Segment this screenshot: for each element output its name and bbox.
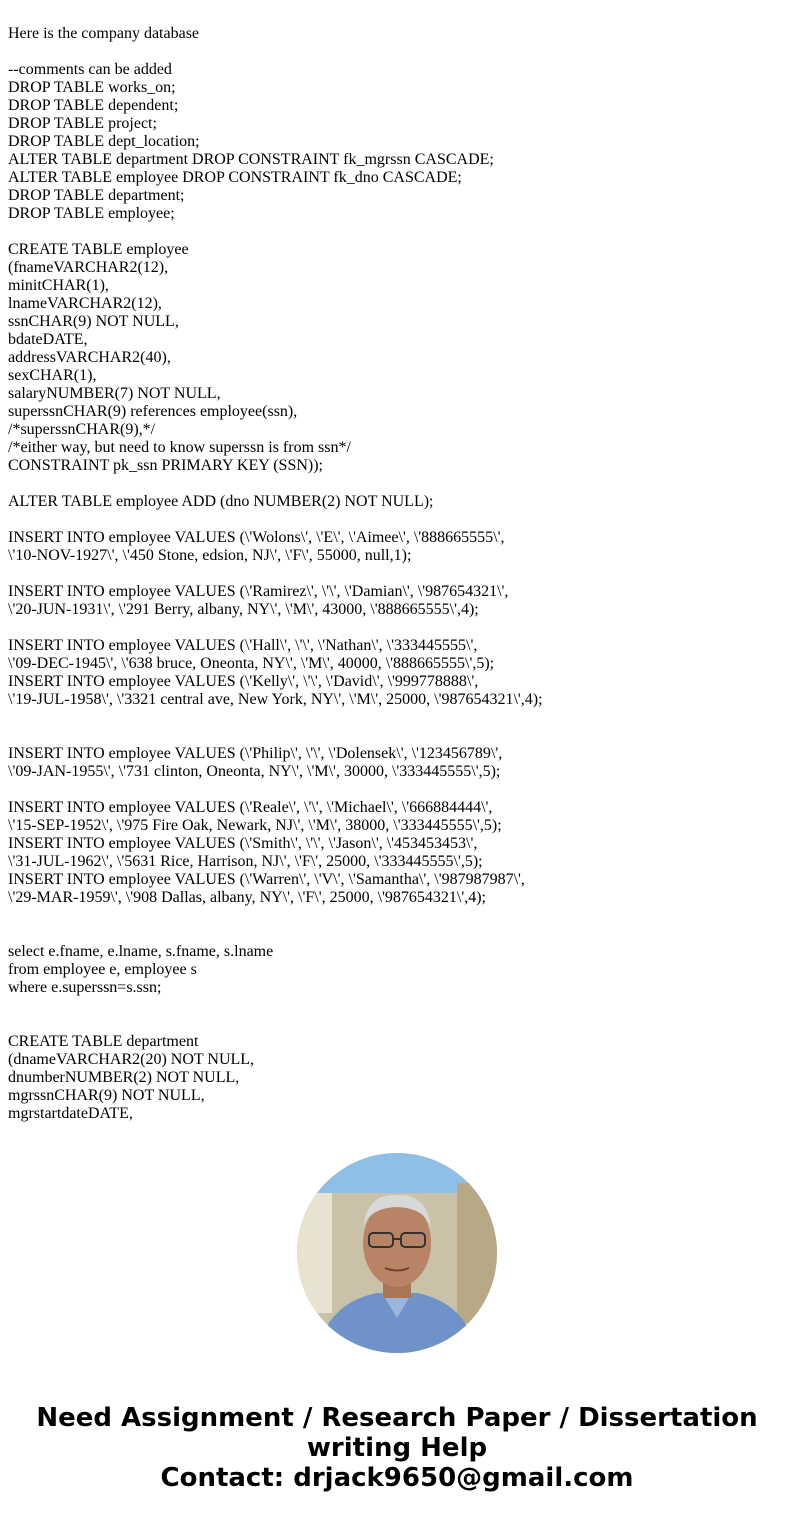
footer-line-1: Need Assignment / Research Paper / Dissertation [36,1403,758,1433]
text-line [8,475,788,493]
text-line: ALTER TABLE employee ADD (dno NUMBER(2) NOT NULL); [8,493,434,510]
text-line: --comments can be added [8,61,172,78]
text-line: CONSTRAINT pk_ssn PRIMARY KEY (SSN)); [8,457,323,474]
text-line: INSERT INTO employee VALUES (\'Kelly\', \'\', \'David\', \'999778888\', [8,673,479,690]
text-line: ssnCHAR(9) NOT NULL, [8,313,179,330]
text-line: \'19-JUL-1958\', \'3321 central ave, New York, NY\', \'M\', 25000, \'987654321\',4); [8,691,543,708]
text-line [8,223,788,241]
text-line: DROP TABLE project; [8,115,157,132]
person-photo-icon [297,1153,497,1353]
text-line: \'09-DEC-1945\', \'638 bruce, Oneonta, NY\', \'M\', 40000, \'888665555\',5); [8,655,495,672]
text-line: INSERT INTO employee VALUES (\'Smith\', \'\', \'Jason\', \'453453453\', [8,835,478,852]
text-line: /*either way, but need to know superssn is from ssn*/ [8,439,351,456]
text-line: CREATE TABLE department [8,1033,199,1050]
text-line: INSERT INTO employee VALUES (\'Wolons\', \'E\', \'Aimee\', \'888665555\', [8,529,505,546]
text-line: DROP TABLE department; [8,187,185,204]
text-line: (dnameVARCHAR2(20) NOT NULL, [8,1051,255,1068]
text-line: INSERT INTO employee VALUES (\'Warren\', \'V\', \'Samantha\', \'987987987\', [8,871,525,888]
text-line: ALTER TABLE employee DROP CONSTRAINT fk_dno CASCADE; [8,169,462,186]
text-line: superssnCHAR(9) references employee(ssn), [8,403,298,420]
text-line: (fnameVARCHAR2(12), [8,259,169,276]
text-line: minitCHAR(1), [8,277,109,294]
text-line [8,619,788,637]
footer-contact-email: Contact: drjack9650@gmail.com [160,1463,634,1493]
text-line: mgrssnCHAR(9) NOT NULL, [8,1087,205,1104]
text-line [8,709,788,727]
text-line: \'09-JAN-1955\', \'731 clinton, Oneonta, NY\', \'M\', 30000, \'333445555\',5); [8,763,501,780]
text-line: DROP TABLE employee; [8,205,175,222]
text-line: DROP TABLE dept_location; [8,133,200,150]
footer-contact [0,1403,794,1493]
text-line: mgrstartdateDATE, [8,1105,133,1122]
text-line: INSERT INTO employee VALUES (\'Ramirez\', \'\', \'Damian\', \'987654321\', [8,583,509,600]
text-line: where e.superssn=s.ssn; [8,979,162,996]
text-line: addressVARCHAR2(40), [8,349,171,366]
text-line [8,727,788,745]
text-line: salaryNUMBER(7) NOT NULL, [8,385,221,402]
text-line [8,43,788,61]
text-line: dnumberNUMBER(2) NOT NULL, [8,1069,240,1086]
text-line [8,925,788,943]
text-line: \'20-JUN-1931\', \'291 Berry, albany, NY\', \'M\', 43000, \'888665555\',4); [8,601,479,618]
text-line: ALTER TABLE department DROP CONSTRAINT fk_mgrssn CASCADE; [8,151,494,168]
text-line: bdateDATE, [8,331,88,348]
text-line: INSERT INTO employee VALUES (\'Reale\', \'\', \'Michael\', \'666884444\', [8,799,493,816]
avatar [297,1153,497,1353]
text-line: from employee e, employee s [8,961,197,978]
text-line [8,565,788,583]
text-line: INSERT INTO employee VALUES (\'Philip\', \'\', \'Dolensek\', \'123456789\', [8,745,503,762]
text-line [8,997,788,1015]
text-line: sexCHAR(1), [8,367,97,384]
text-line: Here is the company database [8,25,200,42]
text-line: DROP TABLE works_on; [8,79,176,96]
footer-line-2: writing Help [306,1433,488,1463]
text-line: \'29-MAR-1959\', \'908 Dallas, albany, NY\', \'F\', 25000, \'987654321\',4); [8,889,486,906]
text-line: \'10-NOV-1927\', \'450 Stone, edsion, NJ\', \'F\', 55000, null,1); [8,547,412,564]
text-line [8,907,788,925]
text-line [8,511,788,529]
text-line: CREATE TABLE employee [8,241,189,258]
text-line: DROP TABLE dependent; [8,97,179,114]
text-line: select e.fname, e.lname, s.fname, s.lname [8,943,274,960]
text-line: INSERT INTO employee VALUES (\'Hall\', \'\', \'Nathan\', \'333445555\', [8,637,478,654]
text-line: lnameVARCHAR2(12), [8,295,162,312]
text-line: /*superssnCHAR(9),*/ [8,421,156,438]
text-line: \'15-SEP-1952\', \'975 Fire Oak, Newark, NJ\', \'M\', 38000, \'333445555\',5); [8,817,502,834]
text-line [8,781,788,799]
document-text [8,25,788,1122]
text-line [8,1015,788,1033]
text-line: \'31-JUL-1962\', \'5631 Rice, Harrison, NJ\', \'F\', 25000, \'333445555\',5); [8,853,483,870]
